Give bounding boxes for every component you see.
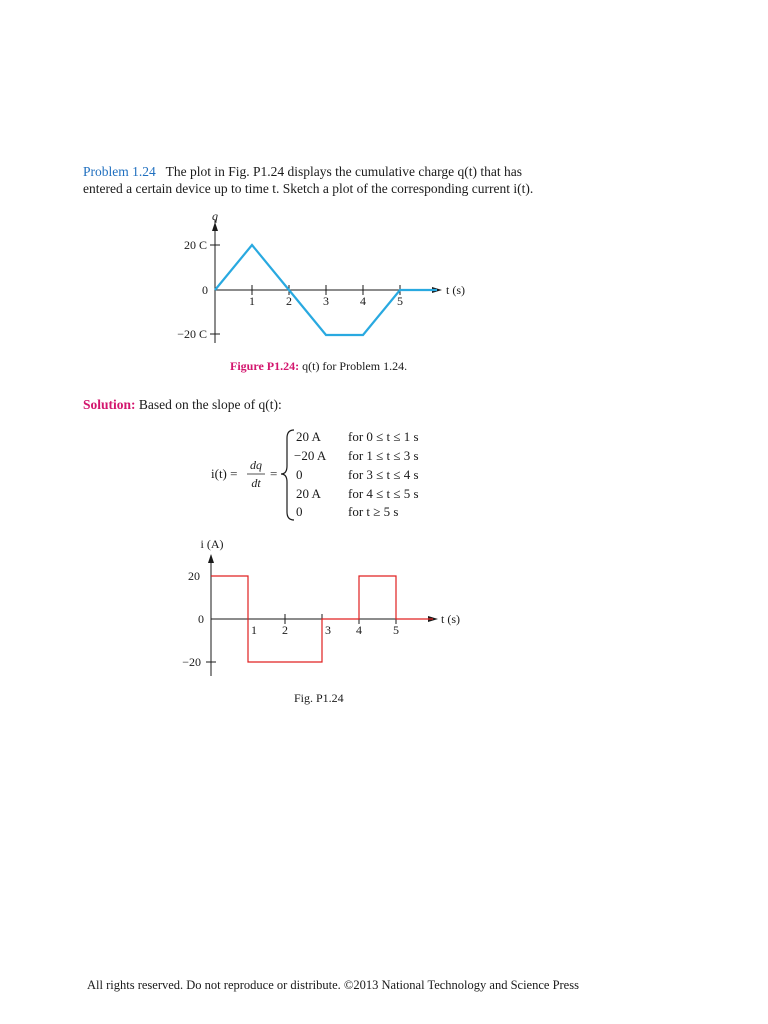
equation-lhs: i(t) = <box>211 466 238 481</box>
solution-text: Based on the slope of q(t): <box>138 397 282 412</box>
x-ticks <box>248 614 399 637</box>
problem-text-line1: The plot in Fig. P1.24 displays the cumulative charge q(t) that has <box>165 164 522 179</box>
case-value: 0 <box>296 467 303 482</box>
y-axis-label: i (A) <box>200 537 224 551</box>
figure1-caption <box>230 359 407 374</box>
y-tick-label: 20 C <box>183 238 207 252</box>
fraction-denominator: dt <box>251 476 261 490</box>
y-tick-label: 0 <box>198 612 204 626</box>
y-axis-arrow-icon <box>208 554 214 563</box>
x-ticks <box>249 285 403 308</box>
x-tick-label: 2 <box>282 623 288 637</box>
y-tick-label: 20 <box>188 569 200 583</box>
piecewise-equation <box>0 420 768 530</box>
problem-text-line2: entered a certain device up to time t. Sketch a plot of the corresponding current i(t). <box>83 181 534 196</box>
figure2-caption: Fig. P1.24 <box>294 691 344 705</box>
figure1-caption-text: q(t) for Problem 1.24. <box>302 359 408 373</box>
case-condition: for 0 ≤ t ≤ 1 s <box>348 429 419 444</box>
case-value: 0 <box>296 504 303 519</box>
copyright-footer: All rights reserved. Do not reproduce or distribute. ©2013 National Technology and Science Press <box>87 978 579 992</box>
current-plot <box>0 532 768 682</box>
x-tick-label: 1 <box>251 623 257 637</box>
case-condition: for 4 ≤ t ≤ 5 s <box>348 486 419 501</box>
y-tick-label: −20 <box>182 655 201 669</box>
y-tick-label: −20 C <box>177 327 207 341</box>
y-axis-arrow-icon <box>212 222 218 231</box>
charge-plot <box>0 205 768 355</box>
x-tick-label: 1 <box>249 294 255 308</box>
fraction-numerator: dq <box>250 458 262 472</box>
left-brace-icon <box>281 430 294 520</box>
y-axis-label: q <box>212 209 218 223</box>
case-value: 20 A <box>296 429 321 444</box>
figure1-caption-label: Figure P1.24: <box>230 359 300 373</box>
problem-label: Problem 1.24 <box>83 164 156 179</box>
x-tick-label: 3 <box>325 623 331 637</box>
x-tick-label: 4 <box>360 294 366 308</box>
problem-statement <box>83 163 603 197</box>
x-axis-label: t (s) <box>441 612 460 626</box>
case-conditions <box>348 429 419 519</box>
case-condition: for 1 ≤ t ≤ 3 s <box>348 448 419 463</box>
case-condition: for t ≥ 5 s <box>348 504 399 519</box>
y-tick-label: 0 <box>202 283 208 297</box>
x-tick-label: 2 <box>286 294 292 308</box>
case-condition: for 3 ≤ t ≤ 4 s <box>348 467 419 482</box>
x-axis-label: t (s) <box>446 283 465 297</box>
x-tick-label: 3 <box>323 294 329 308</box>
equation-equals: = <box>270 466 278 481</box>
solution-label: Solution: <box>83 397 136 412</box>
x-tick-label: 5 <box>397 294 403 308</box>
solution-line <box>83 397 282 413</box>
x-tick-label: 5 <box>393 623 399 637</box>
case-value: 20 A <box>296 486 321 501</box>
case-values <box>294 429 327 519</box>
case-value: −20 A <box>294 448 327 463</box>
x-tick-label: 4 <box>356 623 362 637</box>
y-ticks <box>177 238 220 341</box>
